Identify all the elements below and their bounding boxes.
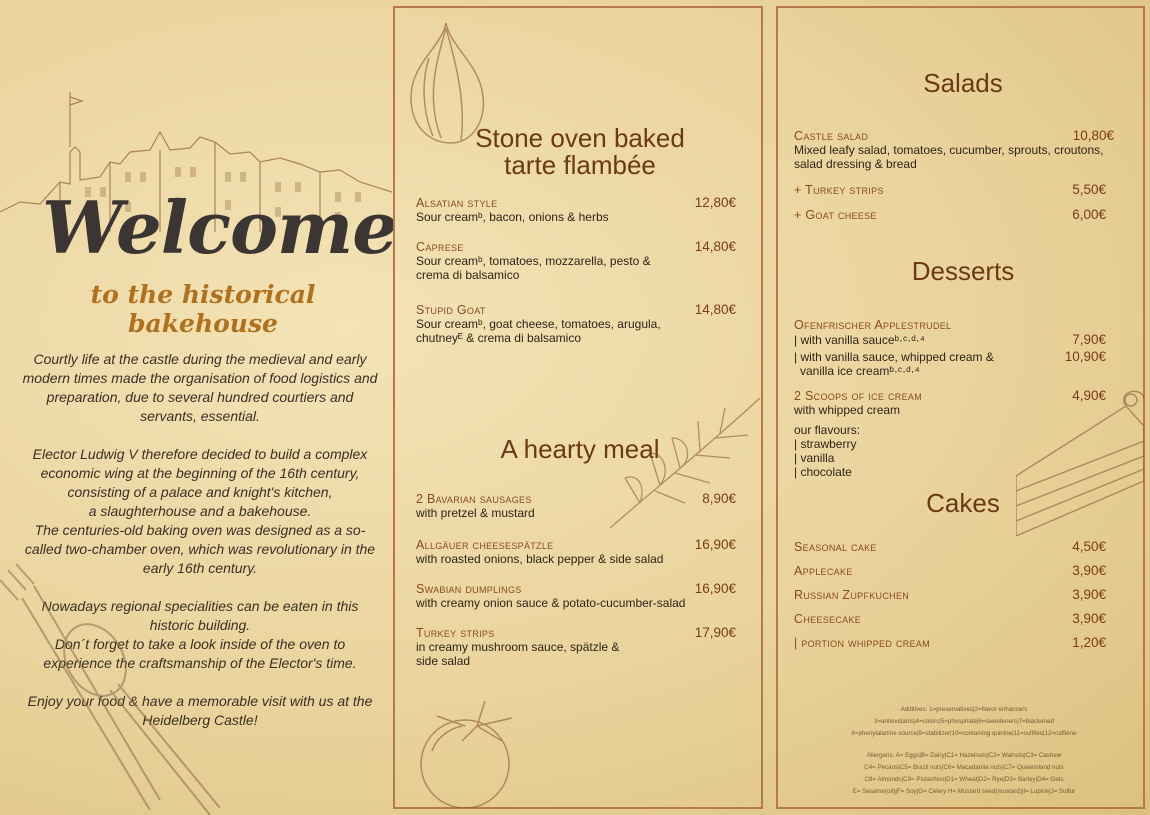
- allergens-line: C8= Almonds|C9= Pistachios|D1= Wheat|D2= Rye|D3= Barley|D4= Oats: [864, 776, 1064, 783]
- additives-line: Additives: 1=preservatives|2=flavor enhancers: [900, 706, 1028, 713]
- item-name: Applecake: [794, 564, 853, 578]
- item-desc: salad dressing & bread: [794, 157, 917, 171]
- flavour-item: | vanilla: [794, 451, 835, 465]
- menu-item: [416, 240, 736, 282]
- item-price: 10,80€: [1072, 128, 1114, 143]
- hearty-title: A hearty meal: [500, 434, 660, 464]
- item-price: 14,80€: [694, 302, 736, 317]
- welcome-heading: Welcome: [42, 185, 398, 270]
- item-desc: Sour creamᵇ, bacon, onions & herbs: [416, 210, 609, 224]
- item-name: + Goat cheese: [794, 208, 877, 222]
- item-price: 1,20€: [1072, 635, 1106, 650]
- item-desc: in creamy mushroom sauce, spätzle &: [416, 640, 620, 654]
- item-name: Alsatian style: [416, 196, 498, 210]
- item-price: 12,80€: [694, 195, 736, 210]
- item-name: + Turkey strips: [794, 183, 884, 197]
- menu-item: [794, 183, 1106, 197]
- tarte-title-line: Stone oven baked: [475, 123, 685, 153]
- item-price: 3,90€: [1072, 563, 1106, 578]
- item-desc: | with vanilla sauceᵇ·ᶜ·ᵈ·⁴: [794, 333, 925, 347]
- salads-desserts-panel: [776, 6, 1145, 809]
- welcome-panel: [0, 0, 398, 815]
- item-name: Cheesecake: [794, 612, 862, 626]
- item-price: 4,90€: [1072, 388, 1106, 403]
- item-price: 3,90€: [1072, 611, 1106, 626]
- additives-line: 8=phenylalanine source|9=stabilizer|10=containing quinine|11=sulfites|12=caffeine: [851, 730, 1077, 737]
- menu-item: [416, 626, 736, 668]
- menu-item: [794, 318, 1106, 332]
- menu-item: [794, 208, 1106, 222]
- flavours-label: our flavours:: [794, 423, 861, 437]
- item-name: Russian Zupfkuchen: [794, 588, 910, 602]
- item-price: 16,90€: [694, 537, 736, 552]
- item-price: 7,90€: [1072, 332, 1106, 347]
- flavours-list: [794, 423, 994, 479]
- item-price: 14,80€: [694, 239, 736, 254]
- menu-item: [794, 588, 1106, 602]
- item-desc: side salad: [416, 654, 471, 668]
- desserts-title: Desserts: [911, 256, 1015, 286]
- item-price: 8,90€: [702, 491, 736, 506]
- item-desc: Mixed leafy salad, tomatoes, cucumber, sprouts, croutons,: [794, 143, 1104, 157]
- intro-paragraph: The centuries-old baking oven was designed as a so-called two-chamber oven, which was revolutionary in the early 16th century.: [24, 522, 376, 576]
- item-name: Swabian dumplings: [416, 582, 522, 596]
- tomato-icon: [407, 696, 532, 808]
- item-desc: Sour creamᵇ, goat cheese, tomatoes, arugula,: [416, 317, 661, 331]
- main-dishes-panel: [393, 6, 763, 809]
- allergens-line: E= Sesame(oil)|F= Soy|G= Celery H= Mustard seed(mustard)|I= Lupine|J= Sulfur: [852, 788, 1076, 795]
- intro-paragraph: Don´t forget to take a look inside of the oven to experience the craftsmanship of the Elector's time.: [43, 636, 357, 671]
- menu-item: [794, 129, 1114, 171]
- item-price: 17,90€: [694, 625, 736, 640]
- intro-paragraph: Elector Ludwig V therefore decided to build a complex economic wing at the beginning of the 16th century, consisting of a palace and knight's kitchen,: [32, 446, 368, 500]
- item-name: 2 Scoops of ice cream: [794, 389, 922, 403]
- menu-item: [794, 540, 1106, 554]
- item-name: Seasonal cake: [794, 540, 877, 554]
- item-price: 4,50€: [1072, 539, 1106, 554]
- salads-title: Salads: [923, 68, 1003, 98]
- item-desc: with roasted onions, black pepper & side salad: [416, 552, 664, 566]
- flavour-item: | chocolate: [794, 465, 852, 479]
- item-desc: | with vanilla sauce, whipped cream &: [794, 350, 994, 364]
- item-desc: Sour creamᵇ, tomatoes, mozzarella, pesto &: [416, 254, 651, 268]
- item-name: Turkey strips: [416, 626, 495, 640]
- menu-item: [416, 196, 736, 224]
- menu-item: [794, 350, 1106, 378]
- cakes-title: Cakes: [926, 488, 1000, 518]
- cutlery-illustration: [0, 560, 220, 815]
- item-name: Stupid Goat: [416, 303, 486, 317]
- item-desc: with pretzel & mustard: [416, 506, 535, 520]
- item-price: 10,90€: [1064, 349, 1106, 364]
- item-name: | portion whipped cream: [794, 636, 930, 650]
- tarte-title: [435, 125, 725, 179]
- item-desc: chutneyᴱ & crema di balsamico: [416, 331, 581, 345]
- item-name: Ofenfrischer Applestrudel: [794, 318, 952, 332]
- flavour-item: | strawberry: [794, 437, 857, 451]
- menu-item: [794, 612, 1106, 626]
- menu-item: [794, 564, 1106, 578]
- intro-paragraph: Enjoy your food & have a memorable visit with us at the Heidelberg Castle!: [27, 693, 373, 728]
- item-price: 16,90€: [694, 581, 736, 596]
- item-name: Caprese: [416, 240, 464, 254]
- menu-item: [416, 538, 736, 566]
- item-desc: with whipped cream: [794, 403, 901, 417]
- additives-line: 3=antioxidants|4=colors|5=phosphate|6=sweeteners|7=blackened: [874, 718, 1054, 725]
- menu-item: [416, 492, 736, 520]
- item-name: Allgäuer cheesespätzle: [416, 538, 554, 552]
- intro-paragraph: a slaughterhouse and a bakehouse.: [88, 503, 312, 519]
- item-price: 3,90€: [1072, 587, 1106, 602]
- allergens-line: C4= Pecans|C5= Brazil nuts|C6= Macadamia nuts|C7= Queensland nuts: [864, 764, 1064, 771]
- item-desc: with creamy onion sauce & potato-cucumber-salad: [416, 596, 686, 610]
- menu-item: [416, 582, 736, 610]
- item-name: 2 Bavarian sausages: [416, 492, 532, 506]
- item-price: 6,00€: [1072, 207, 1106, 222]
- menu-item: [794, 636, 1106, 650]
- allergens-line: Allergens: A= Eggs|B= Dairy|C1= Hazelnuts|C2= Walnuts|C3= Cashew: [866, 752, 1062, 759]
- item-price: 5,50€: [1072, 182, 1106, 197]
- menu-item: [794, 333, 1106, 347]
- menu-item: [416, 303, 736, 345]
- intro-paragraph: Nowadays regional specialities can be eaten in this historic building.: [41, 598, 359, 633]
- additives-allergens-legend: [814, 704, 1114, 798]
- item-name: Castle salad: [794, 129, 869, 143]
- tarte-title-line: tarte flambée: [504, 150, 656, 180]
- intro-paragraph: Courtly life at the castle during the medieval and early modern times made the organisation of food logistics and preparation, due to several hundred courtiers and servants, essential.: [22, 351, 378, 424]
- item-desc: crema di balsamico: [416, 268, 520, 282]
- welcome-subtitle: to the historical bakehouse: [90, 280, 316, 338]
- item-desc: vanilla ice creamᵇ·ᶜ·ᵈ·⁴: [800, 364, 920, 378]
